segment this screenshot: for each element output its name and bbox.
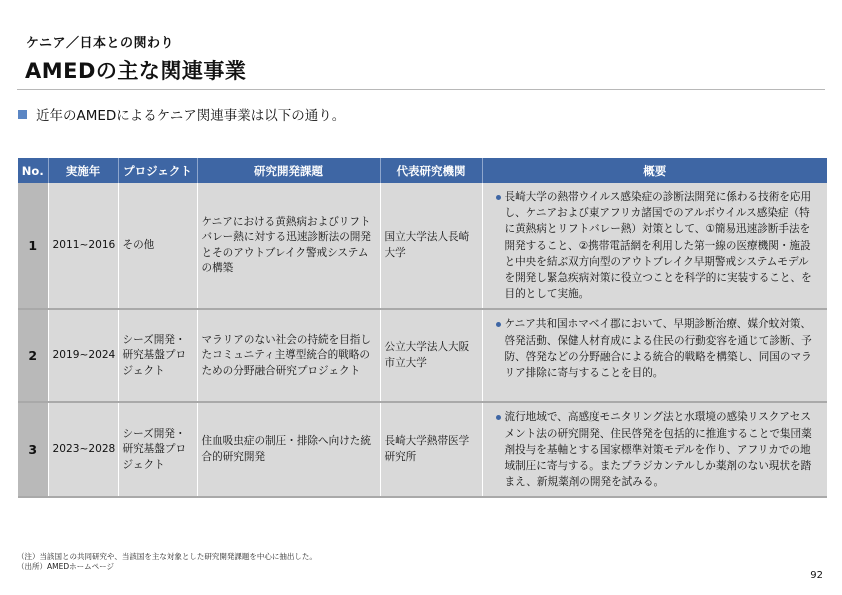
table-row	[18, 183, 827, 309]
cell-summary	[482, 309, 827, 402]
breadcrumb: ケニア／日本との関わり	[26, 36, 174, 51]
summary-text: ケニア共和国ホマベイ郡において、早期診断治療、媒介蚊対策、啓発活動、保健人材育成による住民の行動変容を通じて診断、予防、啓発などの分野融合による統合的戦略を構築し、同国のマラリア排除に寄与することを目的。	[504, 318, 812, 380]
summary-text: 長崎大学の熱帯ウイルス感染症の診断法開発に係わる技術を応用し、ケニアおよび東アフリカ諸国でのアルボウイルス感染症（特に黄熱病とリフトバレー熱）対策として、①簡易迅速診断手法を開発すること、②携帯電話網を利用した第一線の医療機関・施設と中央を結ぶ双方向型のアウトブレイク早期警戒システムモデルを開発し緊急疾病対策に役立つことを科学的に実装すること、を目的として実施。	[504, 191, 812, 301]
col-header-theme: 研究開発課題	[197, 158, 380, 183]
title-divider	[17, 89, 825, 90]
cell-project: シーズ開発・研究基盤プロジェクト	[118, 309, 197, 402]
projects-table	[18, 158, 827, 498]
cell-no: 3	[18, 402, 48, 497]
cell-institution: 国立大学法人長崎大学	[380, 183, 482, 309]
cell-summary	[482, 183, 827, 309]
col-header-summary: 概要	[482, 158, 827, 183]
page-number: 92	[810, 570, 823, 581]
footnotes	[17, 552, 317, 572]
footnote-source: （出所）AMEDホームページ	[17, 562, 114, 571]
col-header-project: プロジェクト	[118, 158, 197, 183]
cell-no: 2	[18, 309, 48, 402]
cell-institution: 長崎大学熱帯医学研究所	[380, 402, 482, 497]
cell-theme: 住血吸虫症の制圧・排除へ向けた統合的研究開発	[197, 402, 380, 497]
summary-text: 流行地域で、高感度モニタリング法と水環境の感染リスクアセスメント法の研究開発、住民啓発を包括的に推進することで集団薬剤投与を基軸とする国家標準対策モデルを作り、アフリカでの地域制圧に寄与する。またプラジカンテルしか薬剤のない現状を踏まえ、新規薬剤の開発を試みる。	[504, 411, 812, 489]
cell-theme: マラリアのない社会の持続を目指したコミュニティ主導型統合的戦略のための分野融合研究プロジェクト	[197, 309, 380, 402]
cell-theme: ケニアにおける黄熱病およびリフトバレー熱に対する迅速診断法の開発とそのアウトブレイク警戒システムの構築	[197, 183, 380, 309]
cell-institution: 公立大学法人大阪市立大学	[380, 309, 482, 402]
page-title: AMEDの主な関連事業	[25, 59, 247, 83]
col-header-year: 実施年	[48, 158, 118, 183]
col-header-no: No.	[18, 158, 48, 183]
square-bullet-icon	[18, 110, 27, 119]
lead-text: 近年のAMEDによるケニア関連事業は以下の通り。	[36, 108, 346, 124]
cell-year: 2011~2016	[48, 183, 118, 309]
table-row	[18, 402, 827, 497]
cell-summary	[482, 402, 827, 497]
cell-year: 2019~2024	[48, 309, 118, 402]
table-row	[18, 309, 827, 402]
lead-statement	[18, 104, 345, 124]
cell-project: その他	[118, 183, 197, 309]
bullet-dot-icon	[496, 195, 501, 200]
cell-project: シーズ開発・研究基盤プロジェクト	[118, 402, 197, 497]
col-header-institution: 代表研究機関	[380, 158, 482, 183]
cell-no: 1	[18, 183, 48, 309]
footnote-note: （注）当該国との共同研究や、当該国を主な対象とした研究開発課題を中心に抽出した。	[17, 552, 317, 561]
bullet-dot-icon	[496, 415, 501, 420]
bullet-dot-icon	[496, 322, 501, 327]
cell-year: 2023~2028	[48, 402, 118, 497]
table-header-row	[18, 158, 827, 183]
